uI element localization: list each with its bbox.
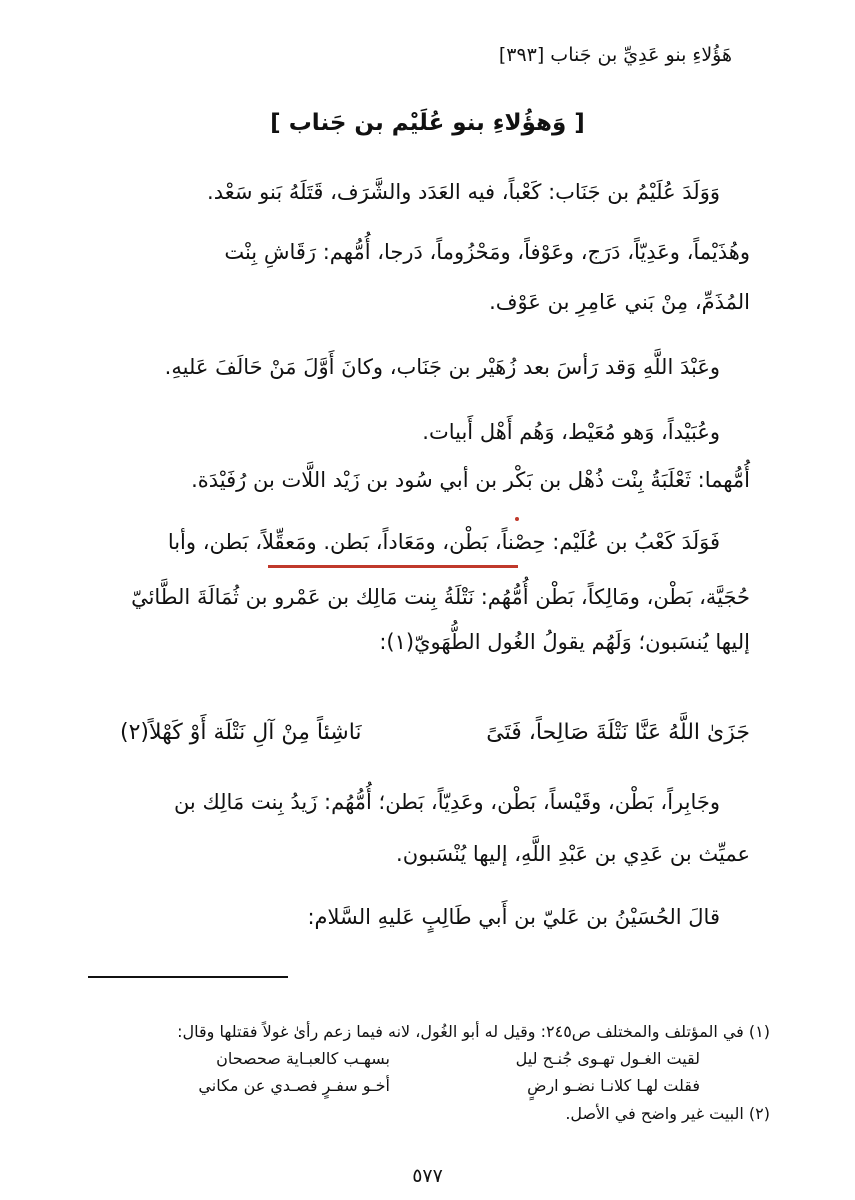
- paragraph-line: وعُبَيْداً، وَهو مُعَيْط، وَهُم أَهْل أَبيات.: [422, 420, 720, 444]
- paragraph-line: المُذَمِّ، مِنْ بَني عَامِرِ بن عَوْف.: [489, 290, 750, 314]
- red-underline-mark: [268, 565, 518, 568]
- footnote-poem-line: [80, 1072, 770, 1099]
- paragraph-line: عميِّث بن عَدِي بن عَبْدِ اللَّهِ، إليها يُنْسَبون.: [396, 842, 750, 866]
- poem-hemistich: بسهـب كالعبـاية صحصحان: [216, 1049, 390, 1069]
- section-heading: [ وَهؤُلاءِ بنو عُلَيْم بن جَناب ]: [270, 110, 585, 136]
- paragraph-line: إليها يُنسَبون؛ وَلَهُم يقولُ الغُول الطُّهَويّ(١):: [379, 630, 750, 654]
- paragraph-line: وعَبْدَ اللَّهِ وَقد رَأسَ بعد زُهَيْر بن جَنَاب، وكانَ أَوَّلَ مَنْ حَالَفَ عَليهِ.: [164, 355, 720, 379]
- footnote-poem-line: [80, 1045, 770, 1072]
- red-dot-mark: [515, 517, 519, 521]
- paragraph-line: وَوَلَدَ عُلَيْمُ بن جَنَاب: كَعْباً، فيه العَدَد والشَّرَف، قَتَلَهُ بَنو سَعْد.: [207, 180, 720, 204]
- page-number: ٥٧٧: [412, 1165, 443, 1187]
- poem-hemistich: لقيت الغـول تهـوى جُنـح ليل: [515, 1049, 700, 1069]
- paragraph-line: قالَ الحُسَيْنُ بن عَليّ بن أَبي طَالِبٍ عَليهِ السَّلام:: [307, 905, 720, 929]
- poem-hemistich: أخـو سفـرٍ فصـدي عن مكاني: [198, 1076, 390, 1096]
- running-head: هَؤُلاءِ بنو عَدِيِّ بن جَناب [٣٩٣]: [498, 44, 732, 66]
- footnote-separator: [88, 976, 288, 978]
- paragraph-line: حُجَيَّة، بَطْن، ومَالِكاً، بَطْن أُمُّهُم: نَتْلَةُ بِنت مَالِك بن عَمْرو بن ثُمَالَةَ الطَّائيّ: [131, 585, 750, 609]
- verse-second-half: نَاشِئاً مِنْ آلِ نَتْلَة أَوْ كَهْلاً(٢): [120, 720, 362, 745]
- footnotes: [80, 1018, 770, 1127]
- poem-hemistich: فقلت لهـا كلانـا نضـو ارضٍ: [527, 1076, 700, 1096]
- paragraph-line: وهُذَيْماً، وعَدِيّاً، دَرَج، وعَوْفاً، ومَحْزُوماً، دَرجا، أُمُّهم: رَقَاشِ بِنْت: [224, 240, 750, 264]
- paragraph-line: فَوَلَدَ كَعْبُ بن عُلَيْم: حِصْناً، بَطْن، ومَعَاداً، بَطن. ومَعقِّلاً، بَطن، وأبا: [167, 530, 720, 554]
- verse-line: [120, 720, 750, 745]
- paragraph-line: وجَابِراً، بَطْن، وقَيْساً، بَطْن، وعَدِيّاً، بَطن؛ أُمُّهُم: زَيدُ بِنت مَالِك بن: [173, 790, 720, 814]
- footnote-1: (١) في المؤتلف والمختلف ص٢٤٥: وقيل له أبو الغُول، لانه فيما زعم رأىٰ غولاً فقتلها وقال:: [177, 1022, 770, 1041]
- paragraph-line: أُمُّهما: ثَعْلَبَةُ بِنْت ذُهْل بن بَكْر بن أبي سُود بن زَيْد اللَّات بن رُفَيْدَة.: [191, 468, 750, 492]
- verse-first-half: جَزَىٰ اللَّهُ عَنَّا نَتْلَةَ صَالِحاً، فَتَىً: [486, 720, 750, 745]
- footnote-2: (٢) البيت غير واضح في الأصل.: [565, 1103, 770, 1123]
